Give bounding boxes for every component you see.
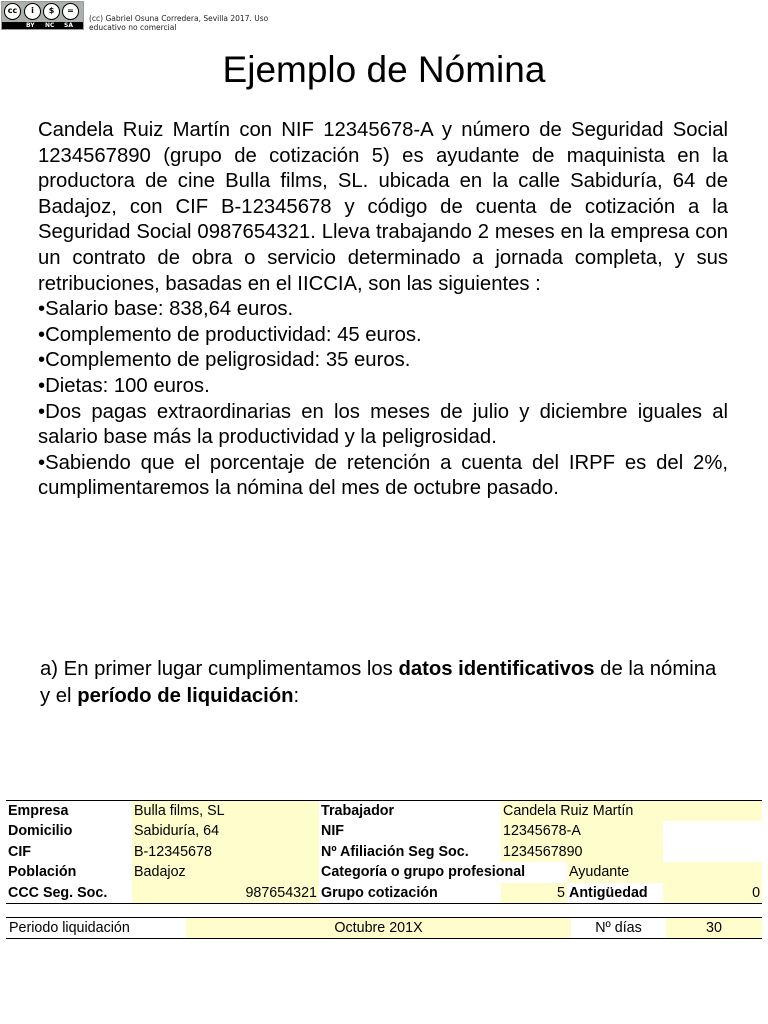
value-periodo[interactable]: Octubre 201X [186, 918, 571, 939]
value-domicilio[interactable]: Sabiduría, 64 [132, 821, 319, 841]
label-antiguedad: Antigüedad [567, 883, 663, 904]
step-a-text: de la nómina y el [40, 658, 717, 707]
table-row [6, 842, 762, 862]
table-row [6, 862, 762, 882]
label-empresa: Empresa [6, 801, 132, 822]
value-cif[interactable]: B-12345678 [132, 842, 319, 862]
license-note-line-2: educativo no comercial [89, 23, 177, 32]
table-row [6, 821, 762, 841]
step-a-instruction [40, 656, 730, 710]
label-nif: NIF [321, 823, 345, 840]
label-afiliacion: Nº Afiliación Seg Soc. [321, 843, 469, 860]
statement-bullet: •Dietas: 100 euros. [38, 374, 210, 397]
label-trabajador: Trabajador [319, 801, 501, 822]
step-a-bold: período de liquidación [77, 685, 294, 707]
license-note [89, 14, 289, 32]
label-periodo: Periodo liquidación [9, 920, 130, 936]
table-row [6, 801, 762, 822]
value-dias[interactable]: 30 [666, 918, 762, 939]
badge-label-sa: SA [64, 22, 73, 29]
statement-bullet: •Salario base: 838,64 euros. [38, 298, 294, 321]
value-categoria[interactable]: Ayudante [567, 862, 762, 882]
table-row [6, 883, 762, 904]
share-alike-icon: = [62, 3, 79, 20]
cc-icon: cc [4, 3, 21, 20]
attribution-icon: i [24, 3, 41, 20]
table-row [6, 918, 762, 939]
label-poblacion: Población [8, 864, 77, 881]
empty-cell [663, 821, 762, 841]
badge-label-by: BY [26, 22, 35, 29]
license-note-line-1: (cc) Gabriel Osuna Corredera, Sevilla 2017. Uso [89, 14, 269, 23]
step-a-text: : [293, 685, 300, 707]
value-afiliacion[interactable]: 1234567890 [501, 842, 663, 862]
badge-label-strip [2, 22, 83, 29]
label-dias: Nº días [595, 920, 642, 936]
value-empresa[interactable]: Bulla films, SL [132, 801, 319, 822]
value-nif[interactable]: 12345678-A [501, 821, 663, 841]
identification-table [6, 800, 762, 904]
statement-paragraph: Candela Ruiz Martín con NIF 12345678-A y número de Seguridad Social 1234567890 (grupo de cotización 5) es ayudante de maquinista en la productora de cine Bulla films, SL. ubicada en la calle Sabiduría, 64 de Badajoz, con CIF B-12345678 y código de cuenta de cotización a la Seguridad Social 0987654321. Lleva trabajando 2 meses en la empresa con un contrato de obra o servicio determinado a jornada completa, y sus retribuciones, basadas en el IICCIA, son las siguientes : [38, 119, 728, 295]
period-table [6, 917, 762, 939]
statement-bullet: •Sabiendo que el porcentaje de retención a cuenta del IRPF es del 2%, cumplimentaremos la nómina del mes de octubre pasado. [38, 451, 728, 500]
label-grupo-cotizacion: Grupo cotización [319, 883, 501, 904]
label-cif: CIF [8, 843, 32, 860]
value-antiguedad[interactable]: 0 [663, 883, 762, 904]
step-a-text: a) En primer lugar cumplimentamos los [40, 658, 399, 680]
value-grupo-cotizacion[interactable]: 5 [501, 883, 567, 904]
empty-cell [663, 842, 762, 862]
step-a-bold: datos identificativos [398, 658, 595, 680]
value-trabajador[interactable]: Candela Ruiz Martín [501, 801, 762, 822]
value-ccc[interactable]: 987654321 [132, 883, 319, 904]
exercise-statement [38, 118, 728, 502]
statement-bullet: •Dos pagas extraordinarias en los meses de julio y diciembre iguales al salario base más la productividad y la peligrosidad. [38, 400, 728, 449]
page-title: Ejemplo de Nómina [222, 49, 546, 90]
badge-symbol-strip [2, 2, 83, 22]
label-categoria: Categoría o grupo profesional [321, 864, 526, 881]
badge-label-nc: NC [45, 22, 55, 29]
noncommercial-icon: $ [43, 3, 60, 20]
label-domicilio: Domicilio [8, 823, 73, 840]
value-poblacion[interactable]: Badajoz [132, 862, 319, 882]
statement-bullet: •Complemento de peligrosidad: 35 euros. [38, 349, 411, 372]
creative-commons-badge [1, 1, 84, 30]
label-ccc: CCC Seg. Soc. [6, 883, 132, 904]
statement-bullet: •Complemento de productividad: 45 euros. [38, 323, 422, 346]
